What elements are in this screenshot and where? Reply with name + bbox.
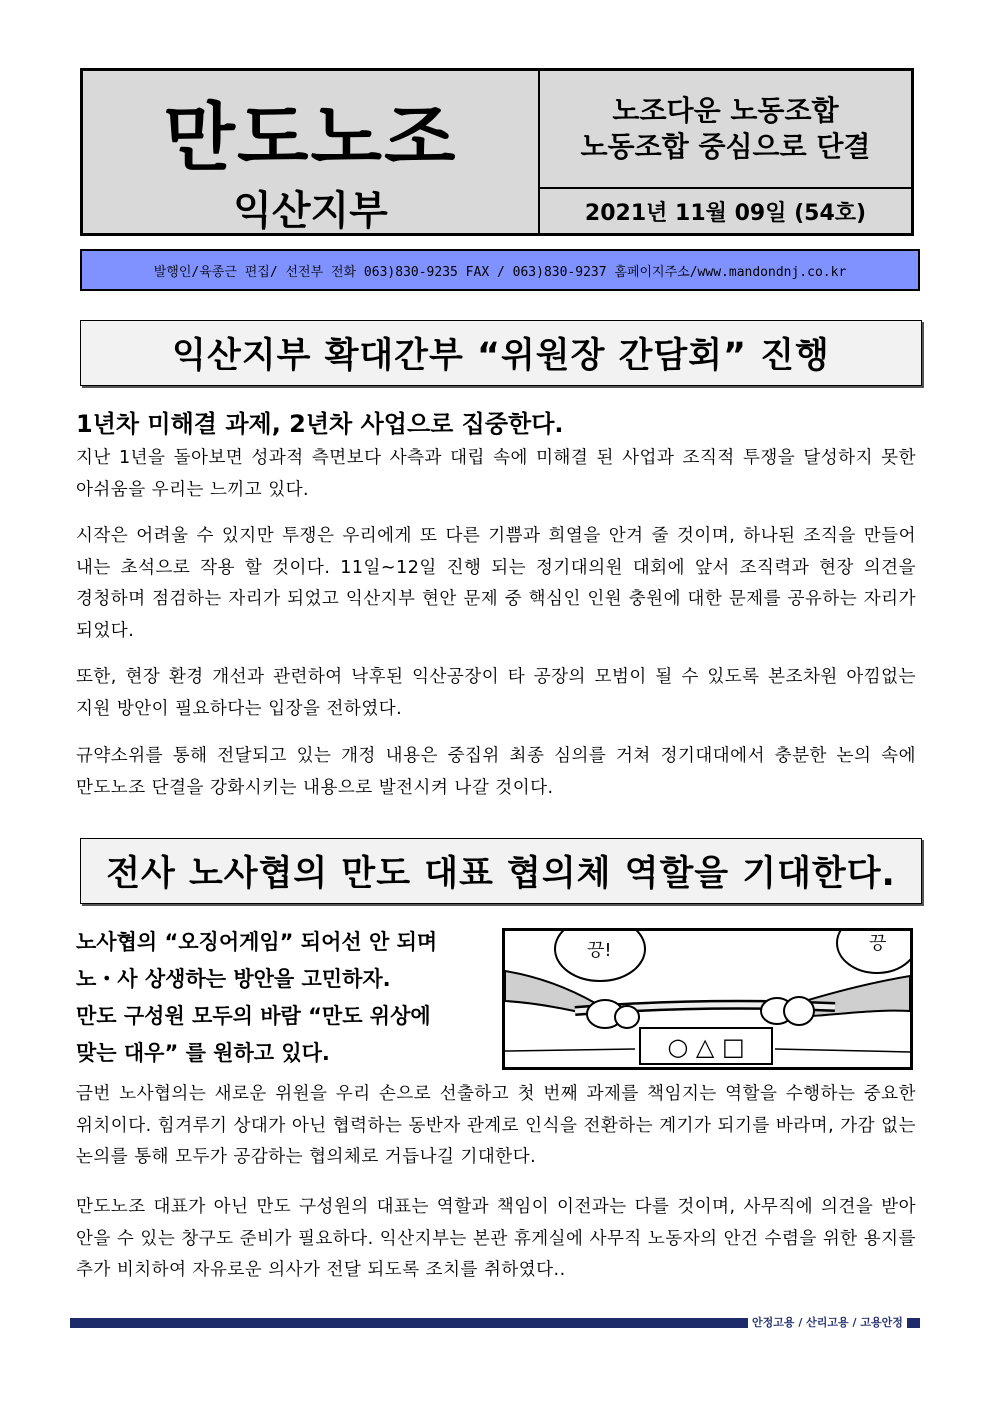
tug-of-war-cartoon (502, 928, 913, 1070)
lead-line-2: 노・사 상생하는 방안을 고민하자. (76, 967, 391, 991)
newsletter-title: 만도노조 (163, 95, 458, 181)
publisher-info-bar: 발행인/육종근 편집/ 선전부 전화 063)830-9235 FAX / 063)830-9237 홈페이지주소/www.mandondnj.co.kr (80, 249, 920, 291)
article-2-headline: 전사 노사협의 만도 대표 협의체 역할을 기대한다. (80, 838, 922, 904)
speech-right: 끙 (869, 933, 887, 954)
lead-line-4: 맞는 대우” 를 원하고 있다. (76, 1041, 330, 1065)
article-1-paragraph-2: 시작은 어려울 수 있지만 투쟁은 우리에게 또 다른 기쁨과 희열을 안겨 줄 것이며, 하나된 조직을 만들어 내는 초석으로 작용 할 것이다. 11일~12일 진행 되는 정기대의원 대회에 앞서 조직력과 현장 의견을 경청하며 점검하는 자리가 되었고 익산지부 현안 문제 중 핵심인 인원 충원에 대한 문제를 공유하는 자리가 되었다. (76, 526, 916, 641)
lead-line-1: 노사협의 “오징어게임” 되어선 안 되며 (76, 930, 438, 954)
lead-line-3: 만도 구성원 모두의 바람 “만도 위상에 (76, 1004, 431, 1028)
article-1-subheadline: 1년차 미해결 과제, 2년차 사업으로 집중한다. (76, 410, 564, 438)
game-symbols: ○ △ □ (667, 1033, 745, 1061)
slogan-line-1: 노조다운 노동조합 (612, 94, 839, 127)
footer-tag: 안정고용 / 산리고용 / 고용안정 (748, 1313, 907, 1333)
speech-left: 끙! (587, 940, 612, 961)
article-1-paragraph-3: 또한, 현장 환경 개선과 관련하여 낙후된 익산공장이 타 공장의 모범이 될 수 있도록 본조차원 아낌없는 지원 방안이 필요하다는 입장을 전하였다. (76, 667, 916, 719)
cartoon-illustration (505, 931, 910, 1067)
article-1-paragraph-1: 지난 1년을 돌아보면 성과적 측면보다 사측과 대립 속에 미해결 된 사업과 조직적 투쟁을 달성하지 못한 아쉬움을 우리는 느끼고 있다. (76, 448, 916, 500)
slogan-line-2: 노동조합 중심으로 단결 (580, 130, 871, 163)
branch-name: 익산지부 (233, 188, 388, 234)
article-2-lead (76, 924, 484, 1072)
article-2-paragraph-2: 만도노조 대표가 아닌 만도 구성원의 대표는 역할과 책임이 이전과는 다를 것이며, 사무직에 의견을 받아 안을 수 있는 창구도 준비가 필요하다. 익산지부는 본관 휴게실에 사무직 노동자의 안건 수렴을 위한 용지를 추가 비치하여 자유로운 의사가 전달 되도록 조치를 취하였다.. (76, 1197, 916, 1280)
issue-date: 2021년 11월 09일 (54호) (584, 200, 867, 226)
article-1-headline: 익산지부 확대간부 “위원장 간담회” 진행 (80, 320, 922, 386)
masthead-title-block (83, 71, 540, 233)
slogan-block (540, 71, 911, 189)
article-2-paragraph-1: 금번 노사협의는 새로운 위원을 우리 손으로 선출하고 첫 번째 과제를 책임지는 역할을 수행하는 중요한 위치이다. 힘겨루기 상대가 아닌 협력하는 동반자 관계로 인식을 전환하는 계기가 되기를 바라며, 가감 없는 논의를 통해 모두가 공감하는 협의체로 거듭나길 기대한다. (76, 1084, 916, 1167)
article-1-paragraph-4: 규약소위를 통해 전달되고 있는 개정 내용은 중집위 최종 심의를 거쳐 정기대대에서 충분한 논의 속에 만도노조 단결을 강화시키는 내용으로 발전시켜 나갈 것이다. (76, 746, 916, 798)
masthead (80, 68, 914, 236)
